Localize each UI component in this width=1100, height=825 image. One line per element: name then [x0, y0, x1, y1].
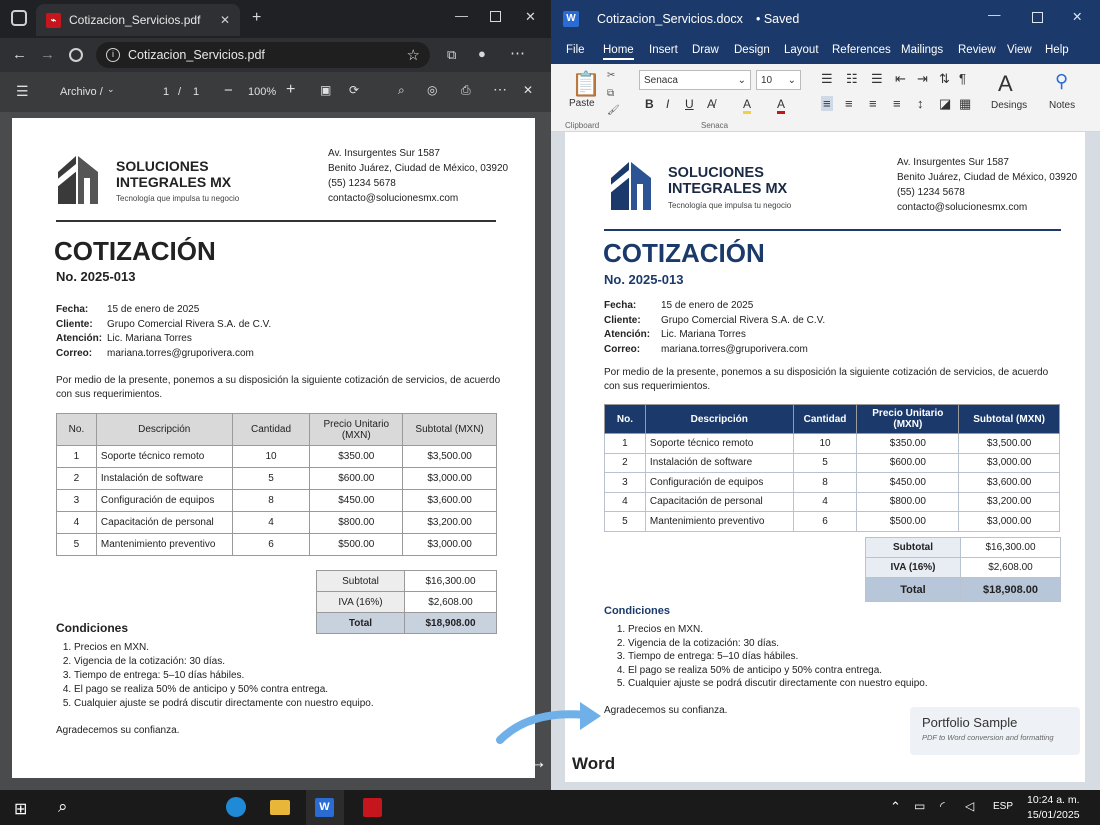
tab-view[interactable]: View [1007, 44, 1032, 56]
cell: 3 [57, 490, 97, 512]
list-item: 1. Precios en MXN. [74, 641, 374, 655]
tagline: Tecnología que impulsa tu negocio [668, 201, 792, 210]
table-row [605, 473, 1060, 493]
company-logo-icon [607, 158, 653, 210]
bold-icon[interactable]: B [645, 97, 654, 111]
cell: $3,500.00 [959, 434, 1060, 454]
table-header: Precio Unitario (MXN) [857, 405, 959, 434]
tab-draw[interactable]: Draw [692, 44, 719, 56]
fit-page-icon[interactable]: ▣ [320, 83, 332, 97]
cell: $3,600.00 [403, 490, 497, 512]
company-address [897, 155, 1077, 215]
document-title: COTIZACIÓN [603, 238, 765, 268]
tab-mailings[interactable]: Mailings [901, 44, 944, 56]
table-header: Subtotal (MXN) [403, 414, 497, 446]
tab-file[interactable]: File [566, 44, 585, 56]
paste-label[interactable]: Paste [569, 98, 595, 109]
cell: 2 [57, 468, 97, 490]
field-value: Grupo Comercial Rivera S.A. de C.V. [107, 318, 272, 330]
totals-row [866, 538, 1061, 558]
designs-label[interactable]: Desings [991, 100, 1028, 111]
services-table [604, 404, 1060, 532]
address-bar[interactable] [96, 42, 430, 68]
list-item: 4. El pago se realiza 50% de anticipo y 50% contra entrega. [74, 683, 374, 697]
wifi-icon[interactable]: ◜ [940, 799, 945, 813]
cell: Mantenimiento preventivo [96, 534, 232, 556]
word-title-bar [551, 0, 1100, 38]
align-right-icon[interactable]: ≡ [869, 96, 877, 111]
intro-paragraph: Por medio de la presente, ponemos a su disposición la siguiente cotización de servicios, de acuerdo con sus requerimientos. [56, 375, 501, 400]
increase-indent-icon[interactable]: ⇥ [917, 71, 928, 86]
closing-text: Agradecemos su confianza. [56, 725, 180, 736]
edge-browser-icon[interactable] [226, 797, 246, 817]
table-row [57, 490, 497, 512]
table-row [57, 512, 497, 534]
field-value: 15 de enero de 2025 [661, 300, 754, 311]
cell: $800.00 [310, 512, 403, 534]
line-spacing-icon[interactable]: ↕ [917, 96, 924, 111]
company-line-2: INTEGRALES MX [668, 181, 788, 197]
cell: 10 [793, 434, 857, 454]
close-window-icon[interactable]: ✕ [525, 9, 536, 24]
table-row [57, 534, 497, 556]
cell: $600.00 [310, 468, 403, 490]
info-icon[interactable]: i [106, 48, 120, 62]
word-document-viewport [551, 132, 1100, 790]
zoom-out-icon[interactable]: − [224, 82, 233, 99]
font-color-icon[interactable]: A [777, 97, 785, 114]
field-value: mariana.torres@gruporivera.com [661, 343, 808, 355]
tab-home[interactable]: Home [603, 44, 634, 60]
document-number: No. 2025-013 [56, 269, 136, 284]
intro-paragraph: Por medio de la presente, ponemos a su disposición la siguiente cotización de servicios, de acuerdo con sus requerimientos. [604, 367, 1049, 392]
conditions-list [628, 623, 928, 691]
format-painter-icon[interactable]: 🖌 [607, 105, 620, 116]
services-table [56, 413, 497, 556]
conversion-arrow-icon [495, 700, 605, 750]
cell: 4 [232, 512, 310, 534]
company-address [328, 146, 508, 206]
chevron-down-icon: ⌄ [737, 75, 746, 86]
company-line-1: SOLUCIONES [116, 158, 209, 174]
cell: 4 [793, 492, 857, 512]
table-header: No. [57, 414, 97, 446]
address-line: Benito Juárez, Ciudad de México, 03920 [328, 163, 509, 174]
table-row [605, 492, 1060, 512]
cell: 3 [605, 473, 646, 493]
location-pin-icon[interactable]: ⚲ [1055, 71, 1069, 91]
highlight-icon[interactable]: A [743, 97, 751, 114]
page-current[interactable]: 1 [163, 86, 170, 98]
cell: 8 [232, 490, 310, 512]
align-center-icon[interactable]: ≡ [845, 96, 853, 111]
field-value: mariana.torres@gruporivera.com [107, 347, 254, 359]
cell: 10 [232, 446, 310, 468]
notes-label[interactable]: Notes [1049, 100, 1076, 111]
close-icon[interactable]: ✕ [523, 83, 534, 97]
portfolio-badge [910, 707, 1080, 755]
back-icon[interactable]: ← [12, 46, 27, 63]
cell: $2,608.00 [405, 592, 497, 613]
cell: Configuración de equipos [96, 490, 232, 512]
totals-row [866, 558, 1061, 578]
tab-actions-icon[interactable] [11, 10, 27, 26]
numbering-icon[interactable]: ☷ [846, 71, 858, 86]
cell: $3,500.00 [403, 446, 497, 468]
justify-icon[interactable]: ≡ [893, 96, 901, 111]
copy-icon[interactable]: ⧉ [607, 88, 615, 99]
table-header: Descripción [645, 405, 793, 434]
field-label: Correo: [604, 343, 641, 355]
borders-icon[interactable]: ▦ [959, 96, 972, 111]
conditions-title: Condiciones [56, 621, 129, 635]
table-header: Cantidad [793, 405, 857, 434]
page-sep: / [178, 86, 182, 98]
cell: Soporte técnico remoto [645, 434, 793, 454]
totals-row [317, 613, 497, 634]
battery-icon[interactable]: ▭ [914, 799, 926, 813]
tab-insert[interactable]: Insert [649, 44, 678, 56]
field-label: Correo: [56, 347, 93, 359]
cell: Subtotal [866, 538, 961, 558]
pdf-page [12, 118, 535, 778]
list-item: 2. Vigencia de la cotización: 30 días. [74, 655, 374, 669]
cell: 1 [605, 434, 646, 454]
fields-block [56, 303, 271, 361]
cell: Capacitación de personal [96, 512, 232, 534]
totals-row [317, 592, 497, 613]
minimize-icon[interactable]: — [455, 8, 468, 23]
font-size-value: 10 [761, 75, 773, 86]
cell: $3,200.00 [959, 492, 1060, 512]
file-explorer-icon[interactable] [270, 800, 290, 815]
company-logo-icon [54, 152, 100, 204]
field-label: Atención: [604, 329, 651, 340]
pdf-toolbar [0, 72, 551, 112]
tab-review[interactable]: Review [958, 44, 996, 56]
field-value: 15 de enero de 2025 [107, 304, 200, 315]
new-tab-icon[interactable]: + [252, 9, 262, 26]
address-line: contacto@solucionesmx.com [328, 193, 459, 204]
portfolio-subtitle: PDF to Word conversion and formatting [922, 733, 1054, 742]
table-header: Descripción [96, 414, 232, 446]
cell: $600.00 [857, 453, 959, 473]
paste-icon[interactable]: 📋 [571, 71, 601, 98]
totals-row [866, 578, 1061, 602]
list-item: 5. Cualquier ajuste se podrá discutir directamente con nuestro equipo. [74, 697, 374, 711]
address-bar-row [0, 38, 551, 72]
menu-icon[interactable]: ☰ [16, 83, 29, 99]
address-line: (55) 1234 5678 [897, 187, 965, 198]
cell: $800.00 [857, 492, 959, 512]
field-label: Fecha: [604, 300, 637, 311]
cell: 5 [793, 453, 857, 473]
styles-icon[interactable]: A [998, 71, 1013, 96]
minimize-icon[interactable]: — [988, 8, 1001, 22]
cell: 4 [57, 512, 97, 534]
table-header: Precio Unitario (MXN) [310, 414, 403, 446]
word-app-icon[interactable]: W [315, 798, 334, 817]
totals-row [317, 571, 497, 592]
font-name-dropdown[interactable] [639, 70, 751, 90]
table-row [605, 434, 1060, 454]
totals-table [865, 537, 1061, 602]
font-size-dropdown[interactable] [756, 70, 801, 90]
cell: $450.00 [310, 490, 403, 512]
maximize-icon[interactable] [490, 11, 501, 22]
cell: IVA (16%) [317, 592, 405, 613]
zoom-level[interactable]: 100% [248, 86, 277, 98]
list-item: 3. Tiempo de entrega: 5–10 días hábiles. [74, 669, 374, 683]
cell: $3,000.00 [959, 512, 1060, 532]
browser-tab-strip [0, 0, 551, 38]
chevron-down-icon[interactable]: ⌄ [107, 84, 115, 94]
divider [56, 220, 496, 222]
tab-references[interactable]: References [832, 44, 891, 56]
taskbar [0, 790, 1100, 825]
cell: 8 [793, 473, 857, 493]
cell: $16,300.00 [405, 571, 497, 592]
pdf-label: PDF [473, 754, 507, 773]
rotate-icon[interactable]: ⟳ [349, 83, 360, 97]
address-line: contacto@solucionesmx.com [897, 202, 1028, 213]
company-line-2: INTEGRALES MX [116, 174, 232, 190]
company-line-1: SOLUCIONES [668, 165, 764, 181]
cell: Instalación de software [645, 453, 793, 473]
address-line: Av. Insurgentes Sur 1587 [328, 148, 440, 159]
cell: $18,908.00 [405, 613, 497, 634]
document-title: COTIZACIÓN [54, 236, 216, 266]
cell: Soporte técnico remoto [96, 446, 232, 468]
word-window [551, 0, 1100, 790]
cell: $3,200.00 [403, 512, 497, 534]
document-number: No. 2025-013 [604, 272, 684, 287]
clock-time[interactable]: 10:24 a. m. [1027, 794, 1080, 806]
field-value: Grupo Comercial Rivera S.A. de C.V. [661, 314, 826, 326]
tab-title: Cotizacion_Servicios.pdf [69, 13, 201, 27]
forward-icon[interactable]: → [40, 46, 55, 63]
cell: $500.00 [310, 534, 403, 556]
more-icon[interactable]: ⋯ [510, 45, 525, 62]
cell: Mantenimiento preventivo [645, 512, 793, 532]
list-item: 1. Precios en MXN. [628, 623, 928, 637]
pdf-app-icon[interactable] [363, 798, 382, 817]
clear-format-icon[interactable]: A̸ [707, 97, 716, 111]
clipboard-group-label: Clipboard [565, 121, 600, 130]
cell: $350.00 [857, 434, 959, 454]
cell: 2 [605, 453, 646, 473]
cell: IVA (16%) [866, 558, 961, 578]
more-icon[interactable]: ⋯ [493, 81, 507, 97]
address-line: Av. Insurgentes Sur 1587 [897, 157, 1009, 168]
cell: 1 [57, 446, 97, 468]
cell: Subtotal [317, 571, 405, 592]
archivo-menu[interactable]: Archivo / [60, 86, 103, 98]
pdf-viewport [0, 112, 551, 790]
print-icon[interactable]: ⎙ [461, 83, 471, 97]
table-header: No. [605, 405, 646, 434]
word-label: Word [572, 754, 616, 773]
home-ribbon [551, 64, 1100, 132]
list-item: 2. Vigencia de la cotización: 30 días. [628, 637, 928, 651]
cell: Total [317, 613, 405, 634]
table-header: Subtotal (MXN) [959, 405, 1060, 434]
maximize-icon[interactable] [1032, 12, 1043, 23]
field-value: Lic. Mariana Torres [661, 329, 746, 340]
search-icon[interactable]: ⌕ [398, 83, 405, 97]
tab-design[interactable]: Design [734, 44, 770, 56]
refresh-icon[interactable] [69, 48, 83, 62]
cell: 5 [57, 534, 97, 556]
chevron-down-icon: ⌄ [787, 75, 796, 86]
font-group-label: Senaca [701, 121, 729, 130]
extensions-icon[interactable]: ⧉ [447, 47, 457, 62]
cell: $3,000.00 [959, 453, 1060, 473]
cell: Total [866, 578, 961, 602]
cell: $3,000.00 [403, 468, 497, 490]
show-marks-icon[interactable]: ¶ [959, 71, 966, 86]
volume-icon[interactable]: ◁ [965, 799, 975, 813]
conditions-title: Condiciones [604, 605, 671, 617]
list-item: 4. El pago se realiza 50% de anticipo y 50% contra entrega. [628, 664, 928, 678]
word-page [565, 132, 1085, 782]
table-row [605, 453, 1060, 473]
arrow-label: → [528, 752, 547, 773]
bullets-icon[interactable]: ☰ [821, 71, 833, 86]
cell: 4 [605, 492, 646, 512]
cell: $18,908.00 [961, 578, 1061, 602]
cell: $3,600.00 [959, 473, 1060, 493]
cell: Configuración de equipos [645, 473, 793, 493]
cell: 5 [232, 468, 310, 490]
font-name-value: Senaca [644, 75, 678, 86]
document-title: Cotizacion_Servicios.docx [597, 12, 743, 26]
windows-start-icon[interactable]: ⊞ [14, 801, 28, 818]
tab-pdf[interactable] [36, 4, 240, 36]
cell: 6 [793, 512, 857, 532]
company-name [116, 158, 231, 190]
cell: Instalación de software [96, 468, 232, 490]
field-label: Atención: [56, 333, 103, 344]
tab-layout[interactable]: Layout [784, 44, 819, 56]
field-label: Fecha: [56, 304, 89, 315]
field-value: Lic. Mariana Torres [107, 333, 192, 344]
multilevel-icon[interactable]: ☰ [871, 71, 883, 86]
shading-icon[interactable]: ◪ [939, 96, 952, 111]
close-window-icon[interactable]: ✕ [1072, 10, 1083, 24]
closing-text: Agradecemos su confianza. [604, 705, 728, 716]
portfolio-title: Portfolio Sample [922, 715, 1018, 730]
divider [604, 229, 1061, 231]
close-tab-icon[interactable]: ✕ [219, 13, 230, 27]
cell: 5 [605, 512, 646, 532]
conditions-list [74, 641, 374, 711]
bookmark-star-icon[interactable]: ☆ [406, 47, 420, 64]
search-icon[interactable]: ⌕ [58, 797, 68, 816]
tagline: Tecnología que impulsa tu negocio [116, 194, 240, 203]
cell: $500.00 [857, 512, 959, 532]
list-item: 3. Tiempo de entrega: 5–10 días hábiles. [628, 650, 928, 664]
address-text: Cotizacion_Servicios.pdf [128, 48, 265, 62]
ribbon-tabs [551, 38, 1100, 64]
field-label: Cliente: [56, 318, 93, 330]
language-indicator[interactable]: ESP [993, 801, 1014, 812]
align-left-icon[interactable]: ≡ [823, 96, 831, 111]
cell: $350.00 [310, 446, 403, 468]
underline-icon[interactable]: U [685, 97, 694, 111]
pdf-file-icon: ⌁ [46, 13, 61, 28]
cell: $450.00 [857, 473, 959, 493]
page-total: 1 [193, 86, 200, 98]
company-name [668, 165, 787, 197]
table-row [57, 446, 497, 468]
list-item: 5. Cualquier ajuste se podrá discutir directamente con nuestro equipo. [628, 677, 928, 691]
address-line: Benito Juárez, Ciudad de México, 03920 [897, 172, 1078, 183]
field-label: Cliente: [604, 314, 641, 326]
sort-icon[interactable]: ⇅ [939, 71, 950, 86]
cell: $3,000.00 [403, 534, 497, 556]
italic-icon[interactable]: I [666, 97, 670, 111]
cut-icon[interactable]: ✂ [607, 70, 616, 81]
table-row [605, 512, 1060, 532]
profile-icon[interactable]: ● [478, 46, 486, 61]
table-row [57, 468, 497, 490]
cell: 6 [232, 534, 310, 556]
word-app-icon: W [563, 11, 579, 27]
saved-status[interactable]: • Saved [756, 12, 800, 26]
tab-help[interactable]: Help [1045, 44, 1069, 56]
cell: $16,300.00 [961, 538, 1061, 558]
fields-block [604, 299, 825, 357]
zoom-in-icon[interactable]: + [286, 81, 296, 98]
clock-date[interactable]: 15/01/2025 [1027, 809, 1080, 821]
cell: $2,608.00 [961, 558, 1061, 578]
cell: Capacitación de personal [645, 492, 793, 512]
annotate-icon[interactable]: ◎ [427, 83, 438, 97]
table-header: Cantidad [232, 414, 310, 446]
address-line: (55) 1234 5678 [328, 178, 396, 189]
totals-table [316, 570, 497, 634]
chevron-up-icon[interactable]: ⌃ [890, 799, 901, 814]
decrease-indent-icon[interactable]: ⇤ [895, 71, 906, 86]
pdf-viewer-window [0, 0, 551, 790]
